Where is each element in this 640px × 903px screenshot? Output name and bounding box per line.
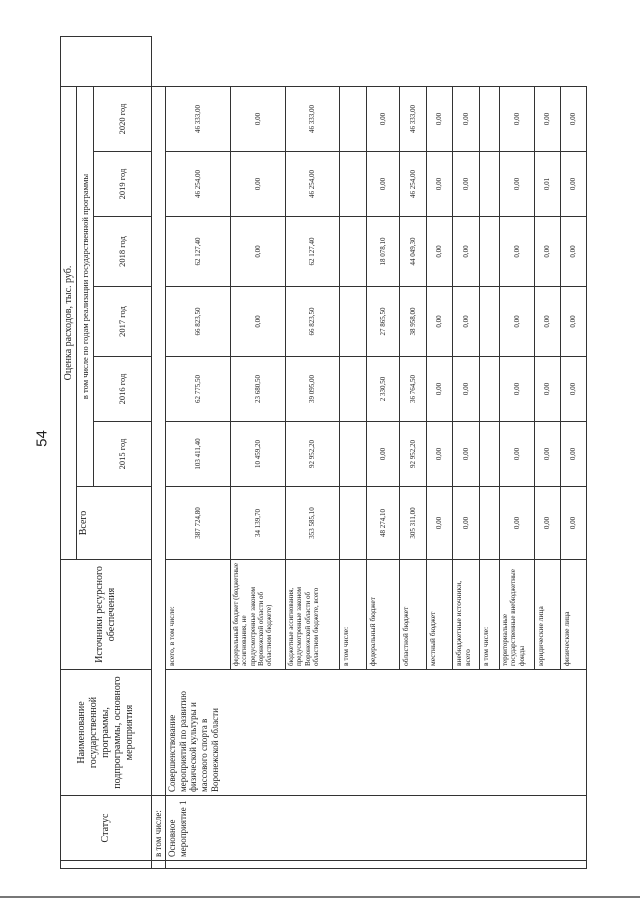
- value-2017: 0,00: [230, 287, 285, 357]
- value-2018: 62 127,40: [285, 217, 339, 287]
- value-2020: 0,00: [452, 86, 479, 151]
- value-2017: 0,00: [452, 287, 479, 357]
- value-2018: 0,00: [560, 217, 586, 287]
- value-2019: 0,00: [452, 152, 479, 217]
- value-2018: 44 049,30: [399, 217, 426, 287]
- table-row: [165, 36, 230, 868]
- value-2016: 2 330,50: [366, 357, 399, 422]
- total-cell: 0,00: [499, 487, 534, 560]
- header-funding-source: Источники ресурсного обеспечения: [61, 560, 152, 670]
- source-cell: в том числе:: [479, 560, 499, 670]
- value-2018: 0,00: [230, 217, 285, 287]
- value-2016: 36 764,50: [399, 357, 426, 422]
- value-2018: 18 078,10: [366, 217, 399, 287]
- value-2015: [479, 422, 499, 487]
- value-2017: [479, 287, 499, 357]
- header-year-2015: 2015 год: [94, 422, 152, 487]
- value-2016: 0,00: [426, 357, 452, 422]
- bottom-rule: [0, 896, 640, 898]
- value-2020: 46 333,00: [399, 86, 426, 151]
- value-2015: 0,00: [499, 422, 534, 487]
- value-2020: 46 333,00: [285, 86, 339, 151]
- header-status: Статус: [61, 796, 152, 861]
- value-2017: 66 823,50: [165, 287, 230, 357]
- total-cell: 353 585,10: [285, 487, 339, 560]
- value-2015: 0,00: [452, 422, 479, 487]
- value-2017: [339, 287, 366, 357]
- source-cell: местный бюджет: [426, 560, 452, 670]
- value-2020: 0,00: [366, 86, 399, 151]
- value-2019: [479, 152, 499, 217]
- value-2017: 0,00: [560, 287, 586, 357]
- value-2019: 0,00: [560, 152, 586, 217]
- value-2018: [479, 217, 499, 287]
- value-2016: 0,00: [560, 357, 586, 422]
- value-2020: [479, 86, 499, 151]
- value-2015: 92 952,20: [285, 422, 339, 487]
- value-2020: 46 333,00: [165, 86, 230, 151]
- value-2015: [339, 422, 366, 487]
- header-spacer: [61, 861, 152, 869]
- value-2018: 0,00: [426, 217, 452, 287]
- value-2020: 0,00: [560, 86, 586, 151]
- in-total-row-blank: [152, 86, 166, 795]
- source-cell: территориальные государственные внебюджетные фонды: [499, 560, 534, 670]
- header-year-2016: 2016 год: [94, 357, 152, 422]
- right-blank-column: [61, 36, 152, 86]
- value-2016: 39 095,00: [285, 357, 339, 422]
- value-2015: 0,00: [534, 422, 560, 487]
- value-2018: 0,00: [534, 217, 560, 287]
- value-2019: 46 254,00: [399, 152, 426, 217]
- value-2019: 0,00: [366, 152, 399, 217]
- value-2019: 46 254,00: [285, 152, 339, 217]
- value-2019: 0,00: [426, 152, 452, 217]
- value-2016: 23 680,50: [230, 357, 285, 422]
- value-2016: 62 775,50: [165, 357, 230, 422]
- budget-table-rotated: [60, 37, 578, 869]
- value-2020: [339, 86, 366, 151]
- value-2017: 0,00: [534, 287, 560, 357]
- total-cell: 305 311,00: [399, 487, 426, 560]
- page-number: 54: [33, 430, 51, 447]
- header-cost-estimate: Оценка расходов, тыс. руб.: [61, 86, 77, 559]
- value-2020: 0,00: [426, 86, 452, 151]
- value-2020: 0,00: [230, 86, 285, 151]
- value-2018: [339, 217, 366, 287]
- value-2018: 0,00: [499, 217, 534, 287]
- source-cell: всего, в том числе:: [165, 560, 230, 670]
- value-2019: 0,01: [534, 152, 560, 217]
- header-by-years: в том числе по годам реализации государственной программы: [77, 86, 94, 486]
- total-cell: 48 274,10: [366, 487, 399, 560]
- value-2017: 66 823,50: [285, 287, 339, 357]
- spacer-cell: [152, 861, 166, 869]
- header-program-name: Наименование государственной программы, подпрограммы, основного мероприятия: [61, 670, 152, 796]
- header-year-2018: 2018 год: [94, 217, 152, 287]
- value-2020: 0,00: [499, 86, 534, 151]
- total-cell: 0,00: [452, 487, 479, 560]
- in-total-label: в том числе:: [152, 796, 166, 861]
- source-cell: в том числе:: [339, 560, 366, 670]
- value-2016: 0,00: [499, 357, 534, 422]
- status-cell: [165, 796, 586, 861]
- value-2019: 46 254,00: [165, 152, 230, 217]
- header-total: Всего: [77, 487, 152, 560]
- status-line-2: мероприятие 1: [177, 800, 188, 857]
- total-cell: [479, 487, 499, 560]
- header-year-2020: 2020 год: [94, 86, 152, 151]
- value-2017: 38 958,00: [399, 287, 426, 357]
- total-cell: 34 139,70: [230, 487, 285, 560]
- value-2016: [479, 357, 499, 422]
- total-cell: 0,00: [560, 487, 586, 560]
- source-cell: федеральный бюджет: [366, 560, 399, 670]
- value-2017: 27 865,50: [366, 287, 399, 357]
- source-cell: внебюджетные источники, всего: [452, 560, 479, 670]
- value-2016: 0,00: [534, 357, 560, 422]
- value-2019: 0,00: [499, 152, 534, 217]
- value-2016: [339, 357, 366, 422]
- value-2015: 0,00: [560, 422, 586, 487]
- value-2015: 92 952,20: [399, 422, 426, 487]
- total-cell: [339, 487, 366, 560]
- source-cell: бюджетные ассигнования, предусмотренные законом Воронежской области об областном бюджете, всего: [285, 560, 339, 670]
- value-2019: [339, 152, 366, 217]
- source-cell: областной бюджет: [399, 560, 426, 670]
- value-2020: 0,00: [534, 86, 560, 151]
- spacer-cell: [165, 861, 586, 869]
- source-cell: федеральный бюджет (бюджетные ассигнования, не предусмотренные законом Воронежской области об областном бюджете): [230, 560, 285, 670]
- budget-table: [60, 36, 587, 869]
- activity-name-cell: Совершенствование мероприятий по развитию физической культуры и массового спорта в Воронежской области: [165, 670, 586, 796]
- total-cell: 0,00: [534, 487, 560, 560]
- value-2017: 0,00: [426, 287, 452, 357]
- total-cell: 387 724,80: [165, 487, 230, 560]
- total-cell: 0,00: [426, 487, 452, 560]
- value-2015: 10 459,20: [230, 422, 285, 487]
- value-2017: 0,00: [499, 287, 534, 357]
- value-2015: 103 411,40: [165, 422, 230, 487]
- header-year-2017: 2017 год: [94, 287, 152, 357]
- source-cell: физические лица: [560, 560, 586, 670]
- value-2018: 0,00: [452, 217, 479, 287]
- value-2016: 0,00: [452, 357, 479, 422]
- source-cell: юридические лица: [534, 560, 560, 670]
- status-line-1: Основное: [166, 819, 177, 857]
- value-2015: 0,00: [426, 422, 452, 487]
- header-year-2019: 2019 год: [94, 152, 152, 217]
- value-2015: 0,00: [366, 422, 399, 487]
- value-2018: 62 127,40: [165, 217, 230, 287]
- value-2019: 0,00: [230, 152, 285, 217]
